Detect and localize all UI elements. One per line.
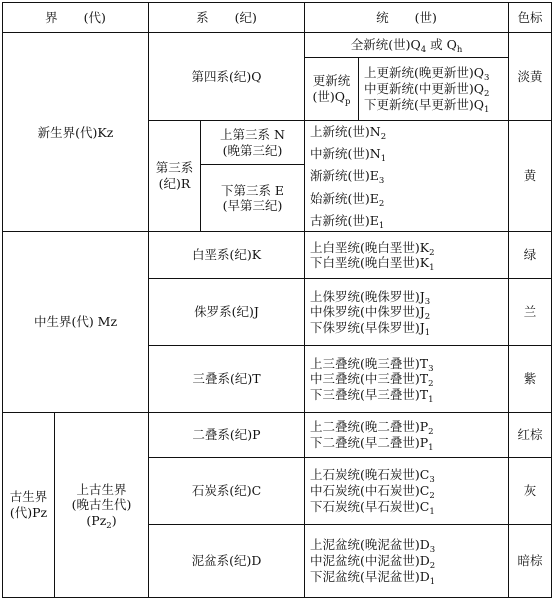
series-sub: 2: [484, 88, 490, 99]
series-text: 上更新统(晚更新世)Q: [364, 65, 485, 81]
series-sub: 1: [428, 442, 434, 453]
series-text: 上白垩统(晚白垩世)K: [310, 239, 430, 255]
series-sub: 1: [378, 220, 385, 231]
series-sub: 2: [429, 561, 436, 572]
series-upper-carboniferous: [310, 467, 505, 486]
series-lower-permian: [310, 435, 505, 451]
pleistocene-label-line2: [308, 89, 355, 105]
paleozoic-line2: (代)Pz: [9, 505, 48, 521]
holocene-text: 全新统(世)Q: [350, 37, 421, 53]
series-lower-triassic: [310, 387, 505, 403]
series-sub: 1: [429, 263, 435, 274]
system-triassic: 三叠系(纪)T: [149, 346, 305, 413]
paleogene-line2: (早第三纪): [222, 198, 283, 214]
series-text: 下侏罗统(早侏罗世)J: [310, 319, 425, 335]
permian-series: [305, 413, 509, 458]
series-lower-devonian: [310, 569, 505, 585]
neogene-line1: 上第三系 N: [220, 126, 285, 142]
series-sub: 2: [428, 427, 434, 438]
series-text: 中石炭统(中石炭世)C: [310, 482, 430, 498]
series-text: 下二叠统(早二叠世)P: [310, 434, 429, 450]
upper-paleozoic-line3: [58, 513, 145, 529]
upper-paleozoic-sub: 2: [106, 520, 112, 531]
pleistocene-label-line1: 更新统: [312, 73, 351, 89]
header-series: [305, 3, 509, 33]
header-system-main: 系: [196, 9, 209, 25]
series-text: 上新统(世)N: [310, 123, 381, 139]
cretaceous-series: [305, 232, 509, 279]
series-text: 下三叠统(早三叠世)T: [310, 386, 429, 402]
jurassic-series: [305, 279, 509, 346]
permian-row: [3, 413, 552, 458]
upper-paleozoic-code: (Pz: [86, 512, 107, 528]
series-sub: 3: [484, 73, 490, 84]
paleogene-line1: 下第三系 E: [220, 182, 285, 198]
color-cretaceous: 绿: [509, 232, 552, 279]
series-middle-pleistocene: [364, 81, 505, 97]
holocene-sub2: h: [456, 45, 463, 56]
series-upper-permian: [310, 419, 505, 438]
series-pliocene: [305, 120, 509, 142]
color-tertiary: 黄: [509, 120, 552, 232]
header-series-main: 统: [376, 9, 389, 25]
series-sub: 1: [484, 104, 490, 115]
subsystem-paleogene: [201, 165, 305, 232]
devonian-series: [305, 524, 509, 597]
series-sub: 1: [428, 394, 434, 405]
series-sub: 2: [424, 312, 431, 323]
era-paleozoic: [3, 413, 55, 598]
upper-paleozoic-line1: 上古生界: [76, 481, 127, 497]
header-era-paren: (代): [83, 9, 106, 25]
header-system: [149, 3, 305, 33]
series-sub: 2: [429, 247, 435, 258]
series-lower-jurassic: [310, 320, 505, 336]
color-carboniferous: 灰: [509, 457, 552, 524]
system-permian: 二叠系(纪)P: [149, 413, 305, 458]
upper-paleozoic-close: ): [111, 512, 117, 528]
series-lower-carboniferous: [310, 499, 505, 515]
neogene-line2: (晚第三纪): [222, 142, 283, 158]
system-devonian: 泥盆系(纪)D: [149, 524, 305, 597]
series-middle-triassic: [310, 371, 505, 390]
series-holocene: [305, 33, 509, 57]
pleistocene-label-text: (世)Q: [312, 88, 346, 104]
quaternary-holocene-row: [3, 33, 552, 57]
series-middle-devonian: [310, 553, 505, 572]
series-text: 上泥盆统(晚泥盆世)D: [310, 537, 430, 553]
subsystem-neogene: [201, 120, 305, 165]
series-text: 下白垩统(晚白垩世)K: [310, 255, 430, 271]
series-paleocene: [305, 210, 509, 232]
tertiary-line2: (纪)R: [158, 176, 191, 192]
series-upper-cretaceous: [310, 240, 505, 256]
series-sub: 1: [424, 327, 431, 338]
series-text: 中三叠统(中三叠世)T: [310, 371, 429, 387]
tertiary-line1: 第三系: [155, 160, 194, 176]
triassic-series: [305, 346, 509, 413]
series-middle-jurassic: [310, 304, 505, 323]
header-era-main: 界: [45, 9, 58, 25]
series-sub: 3: [424, 296, 431, 307]
color-jurassic: 兰: [509, 279, 552, 346]
series-text: 下泥盆统(早泥盆世)D: [310, 568, 430, 584]
series-sub: 2: [380, 131, 387, 142]
series-sub: 3: [429, 545, 436, 556]
series-text: 中泥盆统(中泥盆世)D: [310, 553, 430, 569]
series-text: 中新统(世)N: [310, 145, 381, 161]
series-sub: 3: [429, 475, 435, 486]
era-mesozoic: 中生界(代) Mz: [3, 232, 149, 413]
series-text: 上三叠统(晚三叠世)T: [310, 355, 429, 371]
series-lower-cretaceous: [310, 255, 505, 274]
series-text: 古新统(世)E: [310, 212, 379, 228]
series-text: 渐新统(世)E: [310, 168, 379, 184]
holocene-or: 或 Q: [426, 37, 457, 53]
series-text: 中侏罗统(中侏罗世)J: [310, 304, 425, 320]
cretaceous-row: [3, 232, 552, 279]
series-text: 上侏罗统(晚侏罗世)J: [310, 288, 425, 304]
series-sub: 1: [429, 576, 436, 587]
series-sub: 3: [428, 363, 434, 374]
series-miocene: [305, 143, 509, 165]
color-quaternary: 淡黄: [509, 33, 552, 120]
pleistocene-label: [305, 57, 359, 120]
series-sub: 2: [428, 379, 434, 390]
system-cretaceous: 白垩系(纪)K: [149, 232, 305, 279]
series-upper-jurassic: [310, 289, 505, 305]
header-system-paren: (纪): [234, 9, 257, 25]
series-text: 上二叠统(晚二叠世)P: [310, 419, 429, 435]
carboniferous-series: [305, 457, 509, 524]
series-oligocene: [305, 165, 509, 187]
series-sub: 2: [378, 198, 385, 209]
system-quaternary: 第四系(纪)Q: [149, 33, 305, 120]
stratigraphic-table: [2, 2, 552, 598]
series-text: 下更新统(早更新世)Q: [364, 96, 485, 112]
system-jurassic: 侏罗系(纪)J: [149, 279, 305, 346]
header-series-paren: (世): [414, 9, 437, 25]
series-upper-pleistocene: [364, 65, 505, 84]
pleistocene-label-sub: p: [345, 96, 351, 107]
series-sub: 1: [429, 506, 435, 517]
series-text: 上石炭统(晚石炭世)C: [310, 467, 430, 483]
header-color: 色标: [509, 3, 552, 33]
upper-paleozoic-line2: (晚古生代): [71, 497, 132, 513]
series-upper-triassic: [310, 356, 505, 372]
subera-upper-paleozoic: [55, 413, 149, 598]
series-eocene: [305, 187, 509, 209]
pleistocene-series: [359, 57, 509, 120]
header-era: [3, 3, 149, 33]
color-permian: 红棕: [509, 413, 552, 458]
color-devonian: 暗棕: [509, 524, 552, 597]
series-middle-carboniferous: [310, 483, 505, 499]
header-row: [3, 3, 552, 33]
era-cenozoic: 新生界(代)Kz: [3, 33, 149, 232]
paleozoic-line1: 古生界: [9, 489, 48, 505]
holocene-sub: 4: [420, 45, 427, 56]
system-carboniferous: 石炭系(纪)C: [149, 457, 305, 524]
system-tertiary: [149, 120, 201, 232]
series-sub: 1: [380, 153, 387, 164]
series-text: 始新统(世)E: [310, 190, 379, 206]
series-text: 中更新统(中更新世)Q: [364, 80, 485, 96]
series-sub: 2: [429, 490, 435, 501]
series-sub: 3: [378, 176, 385, 187]
color-triassic: 紫: [509, 346, 552, 413]
series-text: 下石炭统(早石炭世)C: [310, 498, 430, 514]
series-upper-devonian: [310, 537, 505, 556]
